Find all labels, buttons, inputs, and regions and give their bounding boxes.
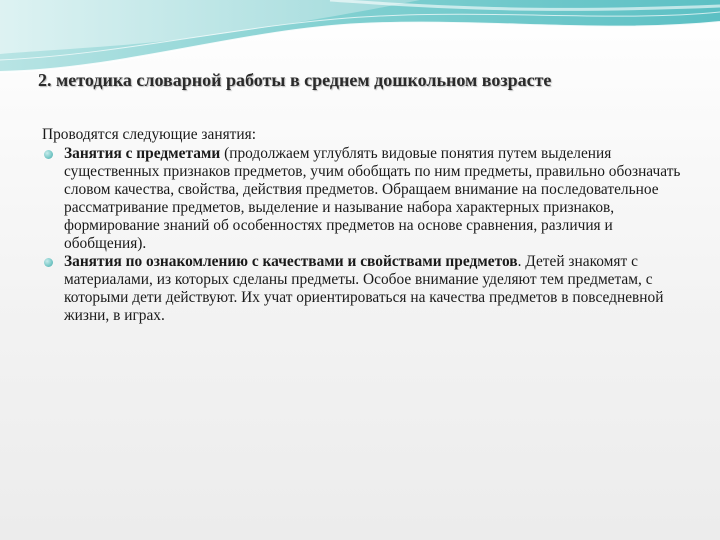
- bullet-text: (продолжаем углублять видовые понятия путем выделения существенных признаков предметов, учим обобщать по ним предметы, правильно обозначать словом качества, свойства, действия предметов. Обращаем внимание на последовательное рассматривание предметов, выделение и называние набора характерных признаков, формирование знаний об особенностях предметов на основе сравнения, различия и обобщения).: [64, 145, 681, 252]
- bullet-bold-label: Занятия с предметами: [64, 145, 221, 162]
- decorative-wave-header: [0, 0, 720, 80]
- bullet-dot-icon: [44, 258, 53, 267]
- bullet-dot-icon: [44, 150, 53, 159]
- slide-body: [42, 126, 682, 325]
- bullet-text: . Детей знакомят с материалами, из которых сделаны предметы. Особое внимание уделяют тем предметам, с которыми дети действуют. Их учат ориентироваться на качества предметов в повседневной жизни, в играх.: [64, 253, 664, 324]
- bullet-bold-label: Занятия по ознакомлению с качествами и свойствами предметов: [64, 253, 518, 270]
- bullet-item-objects: [42, 145, 682, 253]
- bullet-item-qualities: [42, 253, 682, 325]
- intro-text: Проводятся следующие занятия:: [42, 126, 256, 143]
- slide-title: 2. методика словарной работы в среднем дошкольном возрасте: [38, 70, 552, 90]
